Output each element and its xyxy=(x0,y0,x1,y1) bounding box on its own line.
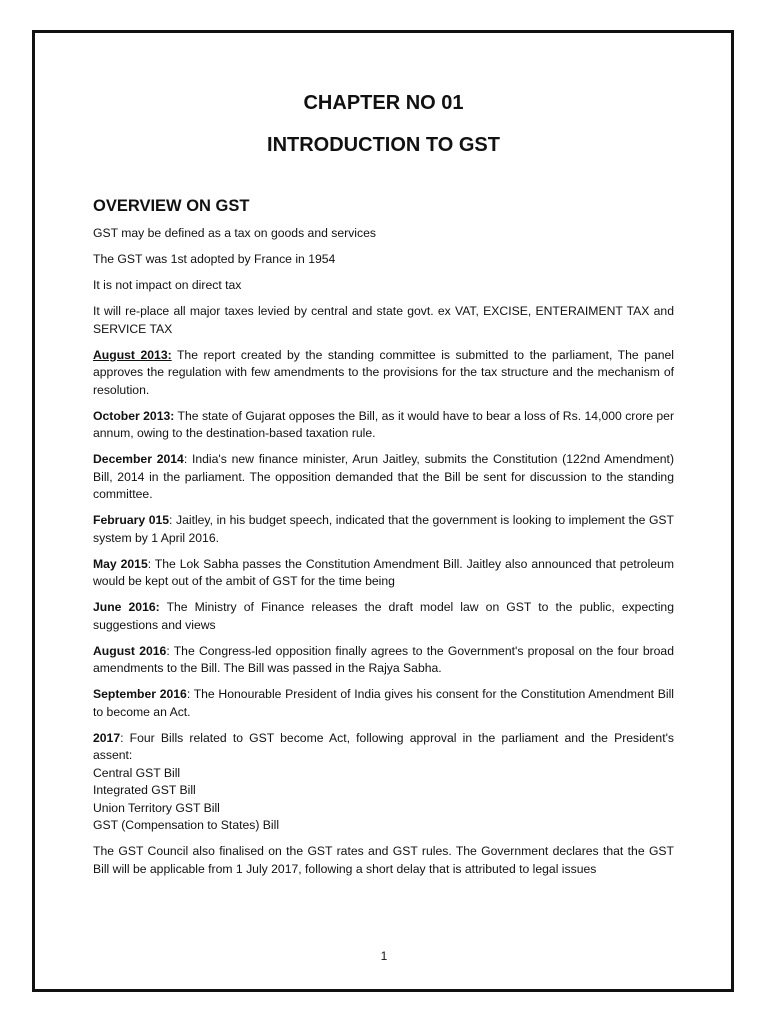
document-body xyxy=(93,90,674,878)
intro-line: It will re-place all major taxes levied by central and state govt. ex VAT, EXCISE, ENTERAIMENT TAX and SERVICE TAX xyxy=(93,304,674,336)
list-item: GST (Compensation to States) Bill xyxy=(93,818,280,832)
timeline-date: August 2016 xyxy=(93,643,167,658)
timeline-entry xyxy=(93,512,674,547)
timeline-date: 2017 xyxy=(93,730,121,745)
timeline-text: : The Congress-led opposition finally agrees to the Government's proposal on the four broad amendments to the Bill. The Bill was passed in the Rajya Sabha. xyxy=(93,643,674,675)
timeline-entry xyxy=(93,643,674,678)
timeline-entry xyxy=(93,556,674,591)
timeline-date: June 2016: xyxy=(93,600,160,614)
timeline-date: May 2015 xyxy=(93,556,148,571)
timeline-date: February 015 xyxy=(93,513,170,527)
page-number: 1 xyxy=(380,949,388,963)
timeline-text: : The Honourable President of India gives his consent for the Constitution Amendment Bill to become an Act. xyxy=(93,687,674,719)
intro-line: The GST was 1st adopted by France in 1954 xyxy=(93,252,336,266)
timeline-entry xyxy=(93,408,674,443)
timeline-entry xyxy=(93,451,674,504)
intro-line: It is not impact on direct tax xyxy=(93,278,242,292)
timeline-date: October 2013: xyxy=(93,408,175,423)
timeline-entry xyxy=(93,686,674,721)
timeline-date: September 2016 xyxy=(93,687,187,701)
closing-paragraph: The GST Council also finalised on the GST rates and GST rules. The Government declares that the GST Bill will be applicable from 1 July 2017, following a short delay that is attributed to legal issues xyxy=(93,844,674,876)
bill-list xyxy=(93,765,674,835)
timeline-entry xyxy=(93,347,674,400)
timeline-entry xyxy=(93,730,674,835)
timeline-text: : Four Bills related to GST become Act, following approval in the parliament and the President's assent: xyxy=(93,730,674,762)
timeline-text: The Ministry of Finance releases the draft model law on GST to the public, expecting suggestions and views xyxy=(93,600,674,632)
timeline-text: : India's new finance minister, Arun Jaitley, submits the Constitution (122nd Amendment) Bill, 2014 in the parliament. The opposition demanded that the Bill be sent for discussion to the standing committee. xyxy=(93,452,674,501)
list-item: Integrated GST Bill xyxy=(93,783,196,797)
chapter-title: CHAPTER NO 01 xyxy=(303,92,464,114)
timeline-entry xyxy=(93,599,674,634)
timeline-text: : Jaitley, in his budget speech, indicated that the government is looking to implement the GST system by 1 April 2016. xyxy=(93,513,674,545)
timeline-text: The report created by the standing committee is submitted to the parliament, The panel approves the regulation with few amendments to the provisions for the tax structure and the mechanism of resolution. xyxy=(93,347,674,397)
chapter-subtitle: INTRODUCTION TO GST xyxy=(267,134,500,156)
intro-line: GST may be defined as a tax on goods and services xyxy=(93,226,376,240)
list-item: Central GST Bill xyxy=(93,765,181,780)
list-item: Union Territory GST Bill xyxy=(93,800,220,815)
timeline-date: August 2013: xyxy=(93,347,172,362)
section-heading: OVERVIEW ON GST xyxy=(93,197,250,215)
timeline-text: : The Lok Sabha passes the Constitution Amendment Bill. Jaitley also announced that petroleum would be kept out of the ambit of GST for the time being xyxy=(93,556,674,588)
timeline-text: The state of Gujarat opposes the Bill, as it would have to bear a loss of Rs. 14,000 crore per annum, owing to the destination-based taxation rule. xyxy=(93,408,675,440)
timeline-date: December 2014 xyxy=(93,452,184,466)
